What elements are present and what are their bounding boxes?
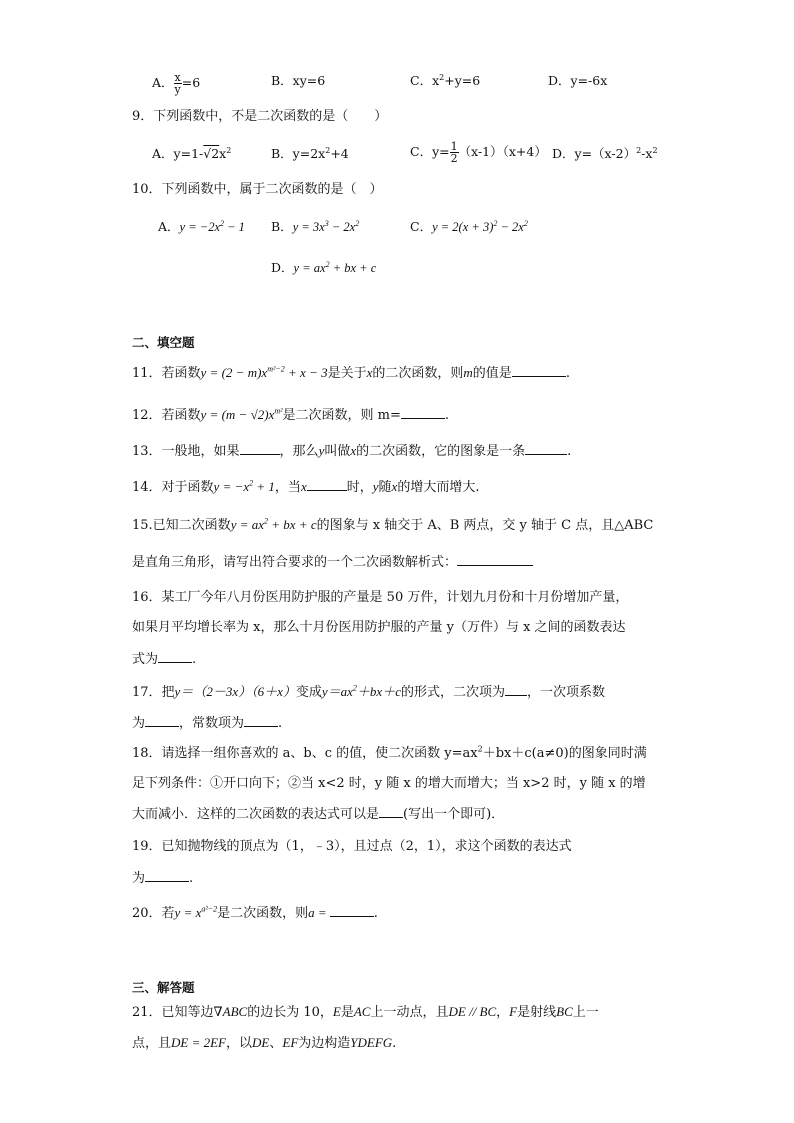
q17-line2: 为 ，常数项为 . — [132, 716, 283, 731]
q21-line1: 21．已知等边∇ABC的边长为 10，E是AC上一动点，且DE // BC，F是射线BC上一 — [132, 1004, 599, 1020]
q9-stem: 9．下列函数中，不是二次函数的是（ ） — [132, 109, 388, 124]
q16-line2: 如果月平均增长率为 x，那么十月份医用防护服的产量 y（万件）与 x 之间的函数表达 — [132, 620, 626, 635]
q15-line1: 15.已知二次函数$y = ax^2$ + bx + c的图象与 x 轴交于 A、B 两点，交 y 轴于 C 点，且△ABC — [132, 516, 654, 533]
answer-blank[interactable] — [145, 869, 189, 882]
q11: 11．若函数$y = (2 - m)x^{m^2-2} + x - 3$是关于x的二次函数，则m的值是 . — [132, 364, 570, 381]
answer-blank[interactable] — [401, 406, 445, 419]
answer-blank[interactable] — [158, 650, 192, 663]
q17-line1: 17．把y＝（2－3x）（6＋x）变成$y=ax^2+bx+c$的形式，二次项为 ，一次项系数 — [132, 683, 605, 700]
q9-option-b[interactable]: B．$y=2x^2+4$ — [271, 145, 349, 161]
answer-blank[interactable] — [244, 714, 278, 727]
fraction: $\frac{x}{y}$ — [174, 71, 181, 96]
q10-option-a[interactable]: A．$y = -2x^2 - 1$ — [158, 218, 245, 234]
q9-option-c[interactable]: C．y= $\frac{1}{2}$ （x-1）（x+4） — [410, 140, 547, 165]
q9-option-d[interactable]: D．$y=(x-2)^2-x^2$ — [552, 145, 658, 161]
answer-blank[interactable] — [330, 904, 374, 917]
answer-blank[interactable] — [379, 805, 403, 818]
answer-blank[interactable] — [512, 364, 566, 377]
q21-line2: 点，且DE = 2EF，以DE、EF为边构造YDEFG. — [132, 1035, 397, 1051]
q12: 12．若函数$y = (m - √2)x^{m^2}$是二次函数，则 m= . — [132, 406, 450, 423]
q10-option-c[interactable]: C．$y = 2(x + 3)^2 - 2x^2$ — [410, 218, 528, 234]
q10-option-b[interactable]: B．$y = 3x^3 - 2x^2$ — [271, 218, 360, 234]
q18-line2: 足下列条件：①开口向下；②当 x<2 时，y 随 x 的增大而增大；当 x>2 时，y 随 x 的增 — [132, 776, 646, 791]
q10-stem: 10．下列函数中，属于二次函数的是（ ） — [132, 182, 383, 197]
section-heading-fill-in: 二、填空题 — [132, 335, 195, 350]
q9-option-a[interactable]: A．$y=1-√2x^2$ — [152, 145, 232, 161]
q16-line1: 16．某工厂今年八月份医用防护服的产量是 50 万件，计划九月份和十月份增加产量， — [132, 590, 629, 605]
q8-option-d[interactable]: D．y=-6x — [548, 73, 608, 88]
q8-option-c[interactable]: C．$x^2+y=6$ — [410, 72, 481, 88]
answer-blank[interactable] — [307, 478, 347, 491]
q10-option-d[interactable]: D．$y = ax^2$ + bx + c — [271, 259, 377, 275]
answer-blank[interactable] — [240, 442, 280, 455]
q18-line1: 18．请选择一组你喜欢的 a、b、c 的值，使二次函数 $y=ax^2+bx+c(a\ne 0)$的图象同时满 — [132, 744, 647, 761]
q13: 13．一般地，如果 ，那么y叫做x的二次函数，它的图象是一条 . — [132, 443, 572, 459]
q16-line3: 式为 . — [132, 652, 197, 667]
q18-line3: 大而减小．这样的二次函数的表达式可以是 (写出一个即可)． — [132, 807, 505, 822]
q15-line2: 是直角三角形，请写出符合要求的一个二次函数解析式： — [132, 553, 533, 572]
answer-blank[interactable] — [505, 683, 527, 696]
q8-option-b[interactable]: B．xy=6 — [271, 73, 326, 88]
q19-line2: 为 . — [132, 871, 194, 886]
q19-line1: 19．已知抛物线的顶点为（1，﹣3），且过点（2，1），求这个函数的表达式 — [132, 839, 572, 854]
fraction: $\frac{1}{2}$ — [450, 140, 458, 165]
q20: 20．若$y = x^{a^2-2}$是二次函数，则a = . — [132, 904, 378, 921]
answer-blank[interactable] — [457, 553, 533, 566]
answer-blank[interactable] — [145, 714, 179, 727]
q14: 14．对于函数$y = -x^2 + 1$，当x 时，y随x的增大而增大. — [132, 478, 480, 495]
section-heading-solve: 三、解答题 — [132, 980, 195, 995]
answer-blank[interactable] — [525, 442, 567, 455]
q8-option-a[interactable]: A． $\frac{x}{y}$ =6 — [152, 71, 201, 96]
